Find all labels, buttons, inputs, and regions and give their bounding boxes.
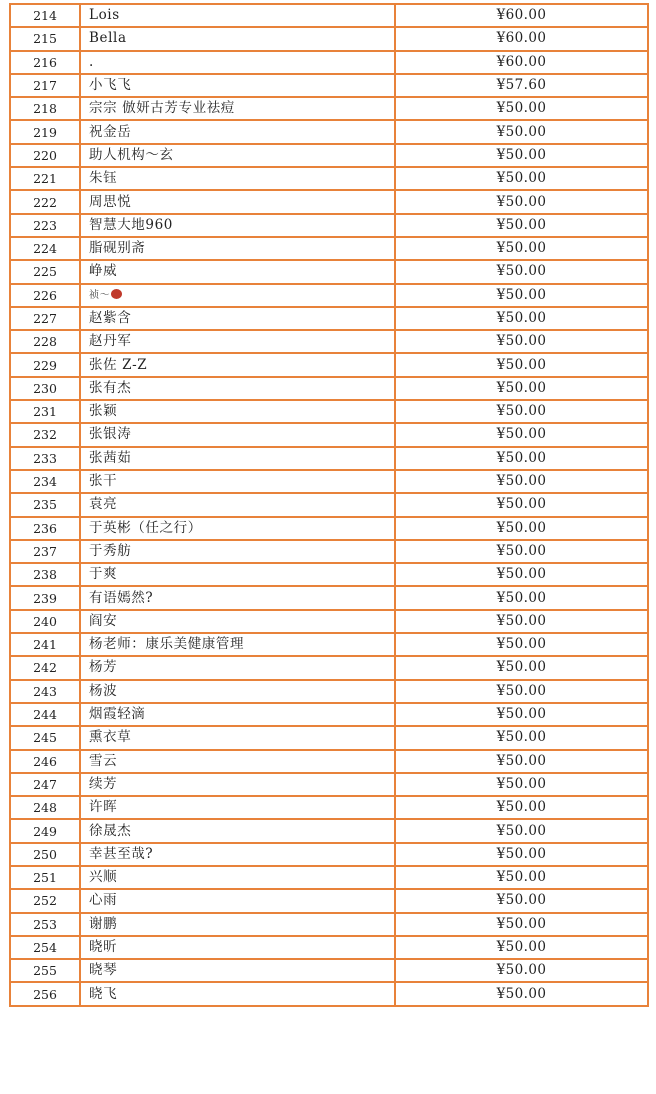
donation-amount: ¥50.00 (395, 913, 648, 936)
donor-name-cell (80, 680, 395, 703)
donor-name-cell (80, 237, 395, 260)
table-row (10, 819, 648, 842)
row-number: 255 (10, 959, 80, 982)
row-number: 243 (10, 680, 80, 703)
donation-amount: ¥50.00 (395, 284, 648, 307)
donor-name: 谢鹏 (89, 915, 118, 932)
donation-amount: ¥50.00 (395, 703, 648, 726)
donation-amount: ¥50.00 (395, 167, 648, 190)
donor-name: 宗宗 倣妍古芳专业祛痘 (89, 100, 235, 117)
donor-name-cell (80, 307, 395, 330)
row-number: 227 (10, 307, 80, 330)
donor-name: 小飞飞 (89, 77, 132, 94)
donor-name-cell (80, 27, 395, 50)
donor-name-cell (80, 167, 395, 190)
table-row (10, 284, 648, 307)
donor-name: 杨波 (89, 682, 118, 699)
donation-amount: ¥60.00 (395, 51, 648, 74)
donor-name: 祝金岳 (89, 123, 132, 140)
donation-amount: ¥50.00 (395, 889, 648, 912)
table-row (10, 703, 648, 726)
donor-name-cell (80, 400, 395, 423)
table-row (10, 214, 648, 237)
donation-amount: ¥50.00 (395, 680, 648, 703)
row-number: 228 (10, 330, 80, 353)
donor-name-cell (80, 214, 395, 237)
table-row (10, 563, 648, 586)
donor-name: 阎安 (89, 612, 118, 629)
donor-name: 幸甚至哉? (89, 845, 154, 862)
donor-name-cell (80, 656, 395, 679)
donor-name: 晓琴 (89, 962, 118, 979)
donor-name: 朱钰 (89, 170, 118, 187)
donor-name-cell (80, 819, 395, 842)
row-number: 244 (10, 703, 80, 726)
donor-name: 杨芳 (89, 659, 118, 676)
donor-name: 烟霞轻滴 (89, 706, 146, 723)
table-row (10, 866, 648, 889)
donation-amount: ¥50.00 (395, 540, 648, 563)
row-number: 248 (10, 796, 80, 819)
table-row (10, 517, 648, 540)
donation-amount: ¥60.00 (395, 4, 648, 27)
row-number: 247 (10, 773, 80, 796)
donor-name: 心雨 (89, 892, 118, 909)
donation-amount: ¥50.00 (395, 260, 648, 283)
table-row (10, 610, 648, 633)
donor-name: 续芳 (89, 775, 118, 792)
donor-name: 许晖 (89, 799, 118, 816)
donation-amount: ¥50.00 (395, 377, 648, 400)
table-row (10, 353, 648, 376)
table-row (10, 4, 648, 27)
donation-amount: ¥50.00 (395, 97, 648, 120)
donor-name: 赵丹军 (89, 333, 132, 350)
donor-name: 周思悦 (89, 193, 132, 210)
donation-amount: ¥50.00 (395, 656, 648, 679)
row-number: 223 (10, 214, 80, 237)
row-number: 250 (10, 843, 80, 866)
row-number: 238 (10, 563, 80, 586)
donation-amount: ¥50.00 (395, 586, 648, 609)
donor-name-cell (80, 51, 395, 74)
donor-name: 祯～ (89, 290, 111, 302)
donor-name-cell (80, 843, 395, 866)
table-row (10, 726, 648, 749)
row-number: 214 (10, 4, 80, 27)
donor-name-cell (80, 540, 395, 563)
donor-name-cell (80, 959, 395, 982)
row-number: 253 (10, 913, 80, 936)
table-row (10, 796, 648, 819)
donor-name-cell (80, 493, 395, 516)
table-row (10, 633, 648, 656)
donation-amount: ¥50.00 (395, 563, 648, 586)
donation-amount: ¥50.00 (395, 237, 648, 260)
row-number: 240 (10, 610, 80, 633)
donation-amount: ¥50.00 (395, 353, 648, 376)
donor-name-cell (80, 936, 395, 959)
table-row (10, 936, 648, 959)
donor-name-cell (80, 586, 395, 609)
donation-amount: ¥50.00 (395, 517, 648, 540)
table-row (10, 656, 648, 679)
donor-name-cell (80, 982, 395, 1005)
row-number: 237 (10, 540, 80, 563)
row-number: 217 (10, 74, 80, 97)
donation-amount: ¥50.00 (395, 144, 648, 167)
table-row (10, 167, 648, 190)
donor-name: 智慧大地960 (89, 216, 173, 233)
table-row (10, 843, 648, 866)
donation-amount: ¥50.00 (395, 610, 648, 633)
donation-amount: ¥50.00 (395, 843, 648, 866)
donation-amount: ¥50.00 (395, 819, 648, 842)
donor-name-cell (80, 120, 395, 143)
row-number: 241 (10, 633, 80, 656)
row-number: 251 (10, 866, 80, 889)
table-row (10, 889, 648, 912)
table-row (10, 190, 648, 213)
donor-name: 熏衣草 (89, 729, 132, 746)
donor-name: 雪云 (89, 752, 118, 769)
donor-name-cell (80, 703, 395, 726)
donor-name-cell (80, 260, 395, 283)
donor-name: 杨老师：康乐美健康管理 (89, 636, 245, 653)
donor-name: 有语嫣然? (89, 589, 154, 606)
donation-amount: ¥50.00 (395, 726, 648, 749)
row-number: 249 (10, 819, 80, 842)
donor-name-cell (80, 423, 395, 446)
donor-name: 晓飞 (89, 985, 118, 1002)
donation-amount: ¥50.00 (395, 633, 648, 656)
donor-name-cell (80, 889, 395, 912)
table-row (10, 540, 648, 563)
donor-name: 于爽 (89, 566, 118, 583)
row-number: 231 (10, 400, 80, 423)
row-number: 224 (10, 237, 80, 260)
row-number: 232 (10, 423, 80, 446)
donor-name: 袁亮 (89, 496, 118, 513)
donor-name-cell (80, 913, 395, 936)
donation-amount: ¥50.00 (395, 982, 648, 1005)
donor-name-cell (80, 284, 395, 307)
row-number: 252 (10, 889, 80, 912)
donor-name: 于秀舫 (89, 542, 132, 559)
donation-amount: ¥50.00 (395, 447, 648, 470)
donor-name: 张佐 Z-Z (89, 356, 148, 373)
donation-amount: ¥50.00 (395, 750, 648, 773)
donor-name-cell (80, 470, 395, 493)
donor-name: 兴顺 (89, 869, 118, 886)
donation-amount: ¥50.00 (395, 936, 648, 959)
donor-name-cell (80, 190, 395, 213)
donor-name-cell (80, 866, 395, 889)
donor-name-cell (80, 517, 395, 540)
donation-amount: ¥50.00 (395, 470, 648, 493)
red-berry-emoji-icon (111, 289, 122, 299)
table-row (10, 74, 648, 97)
row-number: 219 (10, 120, 80, 143)
donation-amount: ¥50.00 (395, 493, 648, 516)
donor-name: 于英彬（任之行） (89, 519, 202, 536)
donor-name-cell (80, 750, 395, 773)
donor-name-cell (80, 633, 395, 656)
donor-name: 赵紫含 (89, 310, 132, 326)
donation-amount: ¥50.00 (395, 796, 648, 819)
table-row (10, 773, 648, 796)
donor-name: 晓昕 (89, 939, 118, 956)
donor-name: Lois (89, 7, 120, 24)
row-number: 225 (10, 260, 80, 283)
table-row (10, 470, 648, 493)
row-number: 220 (10, 144, 80, 167)
donor-name: Bella (89, 30, 127, 47)
table-row (10, 260, 648, 283)
table-row (10, 959, 648, 982)
donation-amount: ¥50.00 (395, 400, 648, 423)
donor-name: 助人机构～玄 (89, 146, 174, 163)
row-number: 245 (10, 726, 80, 749)
donor-name: 张银涛 (89, 426, 132, 443)
row-number: 246 (10, 750, 80, 773)
donor-name-cell (80, 447, 395, 470)
table-row (10, 680, 648, 703)
donation-amount: ¥50.00 (395, 866, 648, 889)
table-row (10, 447, 648, 470)
donor-name-cell (80, 144, 395, 167)
table-row (10, 237, 648, 260)
row-number: 235 (10, 493, 80, 516)
table-row (10, 330, 648, 353)
donor-name: 张茜茹 (89, 449, 132, 466)
table-row (10, 493, 648, 516)
donor-name: 脂砚别斋 (89, 240, 146, 257)
table-row (10, 307, 648, 330)
donor-name-cell (80, 726, 395, 749)
donor-name: . (89, 53, 94, 70)
donation-amount: ¥50.00 (395, 959, 648, 982)
table-row (10, 586, 648, 609)
donor-name: 徐晟杰 (89, 822, 132, 839)
donor-name-cell (80, 563, 395, 586)
table-row (10, 377, 648, 400)
row-number: 230 (10, 377, 80, 400)
donation-amount: ¥60.00 (395, 27, 648, 50)
table-row (10, 51, 648, 74)
donor-name-cell (80, 353, 395, 376)
table-row (10, 750, 648, 773)
row-number: 218 (10, 97, 80, 120)
row-number: 256 (10, 982, 80, 1005)
table-row (10, 144, 648, 167)
table-row (10, 400, 648, 423)
donor-name-cell (80, 74, 395, 97)
donor-name: 张颖 (89, 403, 118, 420)
row-number: 233 (10, 447, 80, 470)
donor-name-cell (80, 330, 395, 353)
table-row (10, 913, 648, 936)
row-number: 221 (10, 167, 80, 190)
table-row (10, 423, 648, 446)
donation-amount: ¥50.00 (395, 423, 648, 446)
donation-amount: ¥50.00 (395, 190, 648, 213)
donor-name-cell (80, 377, 395, 400)
row-number: 215 (10, 27, 80, 50)
donor-table-body (10, 4, 648, 1006)
table-row (10, 27, 648, 50)
donation-amount: ¥50.00 (395, 120, 648, 143)
row-number: 229 (10, 353, 80, 376)
donation-amount: ¥50.00 (395, 214, 648, 237)
donor-name: 峥威 (89, 263, 118, 280)
donor-name-cell (80, 4, 395, 27)
row-number: 222 (10, 190, 80, 213)
row-number: 242 (10, 656, 80, 679)
row-number: 226 (10, 284, 80, 307)
row-number: 254 (10, 936, 80, 959)
donation-amount: ¥50.00 (395, 773, 648, 796)
donor-name-cell (80, 610, 395, 633)
donation-amount: ¥57.60 (395, 74, 648, 97)
donor-name-cell (80, 773, 395, 796)
row-number: 234 (10, 470, 80, 493)
row-number: 239 (10, 586, 80, 609)
donor-name-cell (80, 796, 395, 819)
donation-amount: ¥50.00 (395, 307, 648, 330)
table-row (10, 982, 648, 1005)
donor-name: 张有杰 (89, 379, 132, 396)
donor-name-cell (80, 97, 395, 120)
table-row (10, 97, 648, 120)
donor-table (9, 3, 649, 1007)
donor-name: 张干 (89, 473, 118, 490)
donation-amount: ¥50.00 (395, 330, 648, 353)
row-number: 216 (10, 51, 80, 74)
row-number: 236 (10, 517, 80, 540)
table-row (10, 120, 648, 143)
